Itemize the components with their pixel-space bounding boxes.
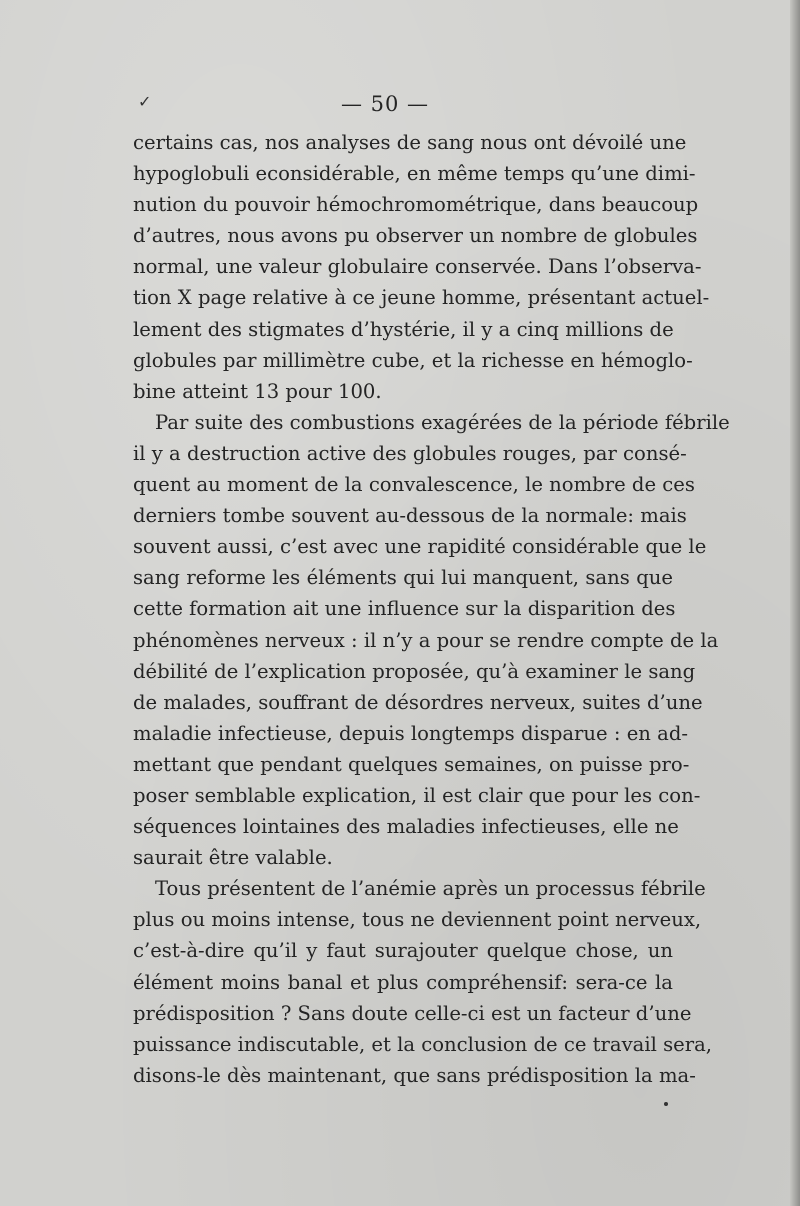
header-mark: ✓: [138, 92, 152, 111]
text-line: tion X page relative à ce jeune homme, présentant actuel-: [133, 286, 710, 310]
text-line: souvent aussi, c’est avec une rapidité considérable que le: [133, 535, 707, 559]
text-line: globules par millimètre cube, et la richesse en hémoglo-: [133, 348, 693, 372]
ink-speck: [664, 1102, 668, 1106]
text-line: derniers tombe souvent au-dessous de la normale: mais: [133, 504, 687, 528]
text-line: élément moins banal et plus compréhensif: sera-ce la: [133, 970, 673, 994]
text-line: bine atteint 13 pour 100.: [133, 379, 382, 403]
body-text: [133, 127, 730, 1091]
text-line: normal, une valeur globulaire conservée. Dans l’observa-: [133, 255, 702, 279]
text-line: phénomènes nerveux : il n’y a pour se rendre compte de la: [133, 628, 719, 652]
text-line: débilité de l’explication proposée, qu’à examiner le sang: [133, 659, 696, 683]
text-line: poser semblable explication, il est clair que pour les con-: [133, 783, 701, 807]
page-edge-shadow: [790, 0, 800, 1206]
text-line: certains cas, nos analyses de sang nous ont dévoilé une: [133, 131, 687, 154]
text-line: lement des stigmates d’hystérie, il y a cinq millions de: [133, 317, 674, 341]
text-line: maladie infectieuse, depuis longtemps disparue : en ad-: [133, 721, 688, 745]
text-line: disons-le dès maintenant, que sans prédisposition la ma-: [133, 1063, 696, 1087]
text-line: plus ou moins intense, tous ne deviennent point nerveux,: [133, 908, 702, 932]
text-line: c’est-à-dire qu’il y faut surajouter quelque chose, un: [133, 939, 673, 963]
text-line: prédisposition ? Sans doute celle-ci est un facteur d’une: [133, 1001, 692, 1025]
text-line: quent au moment de la convalescence, le nombre de ces: [133, 473, 695, 497]
text-line: mettant que pendant quelques semaines, on puisse pro-: [133, 752, 690, 776]
text-line: Par suite des combustions exagérées de la période fébrile: [155, 410, 730, 434]
text-line: cette formation ait une influence sur la disparition des: [133, 597, 676, 621]
text-line: séquences lointaines des maladies infectieuses, elle ne: [133, 815, 679, 839]
text-line: saurait être valable.: [133, 846, 333, 870]
text-line: il y a destruction active des globules rouges, par consé-: [133, 441, 687, 465]
page-number: — 50 —: [340, 92, 430, 116]
text-line: de malades, souffrant de désordres nerveux, suites d’une: [133, 690, 703, 714]
text-line: puissance indiscutable, et la conclusion de ce travail sera,: [133, 1032, 713, 1056]
text-line: sang reforme les éléments qui lui manquent, sans que: [133, 566, 673, 590]
text-line: nution du pouvoir hémochromométrique, dans beaucoup: [133, 193, 699, 217]
text-line: hypoglobuli econsidérable, en même temps qu’une dimi-: [133, 162, 696, 186]
text-line: d’autres, nous avons pu observer un nombre de globules: [133, 224, 698, 248]
text-line: Tous présentent de l’anémie après un processus fébrile: [155, 877, 706, 901]
